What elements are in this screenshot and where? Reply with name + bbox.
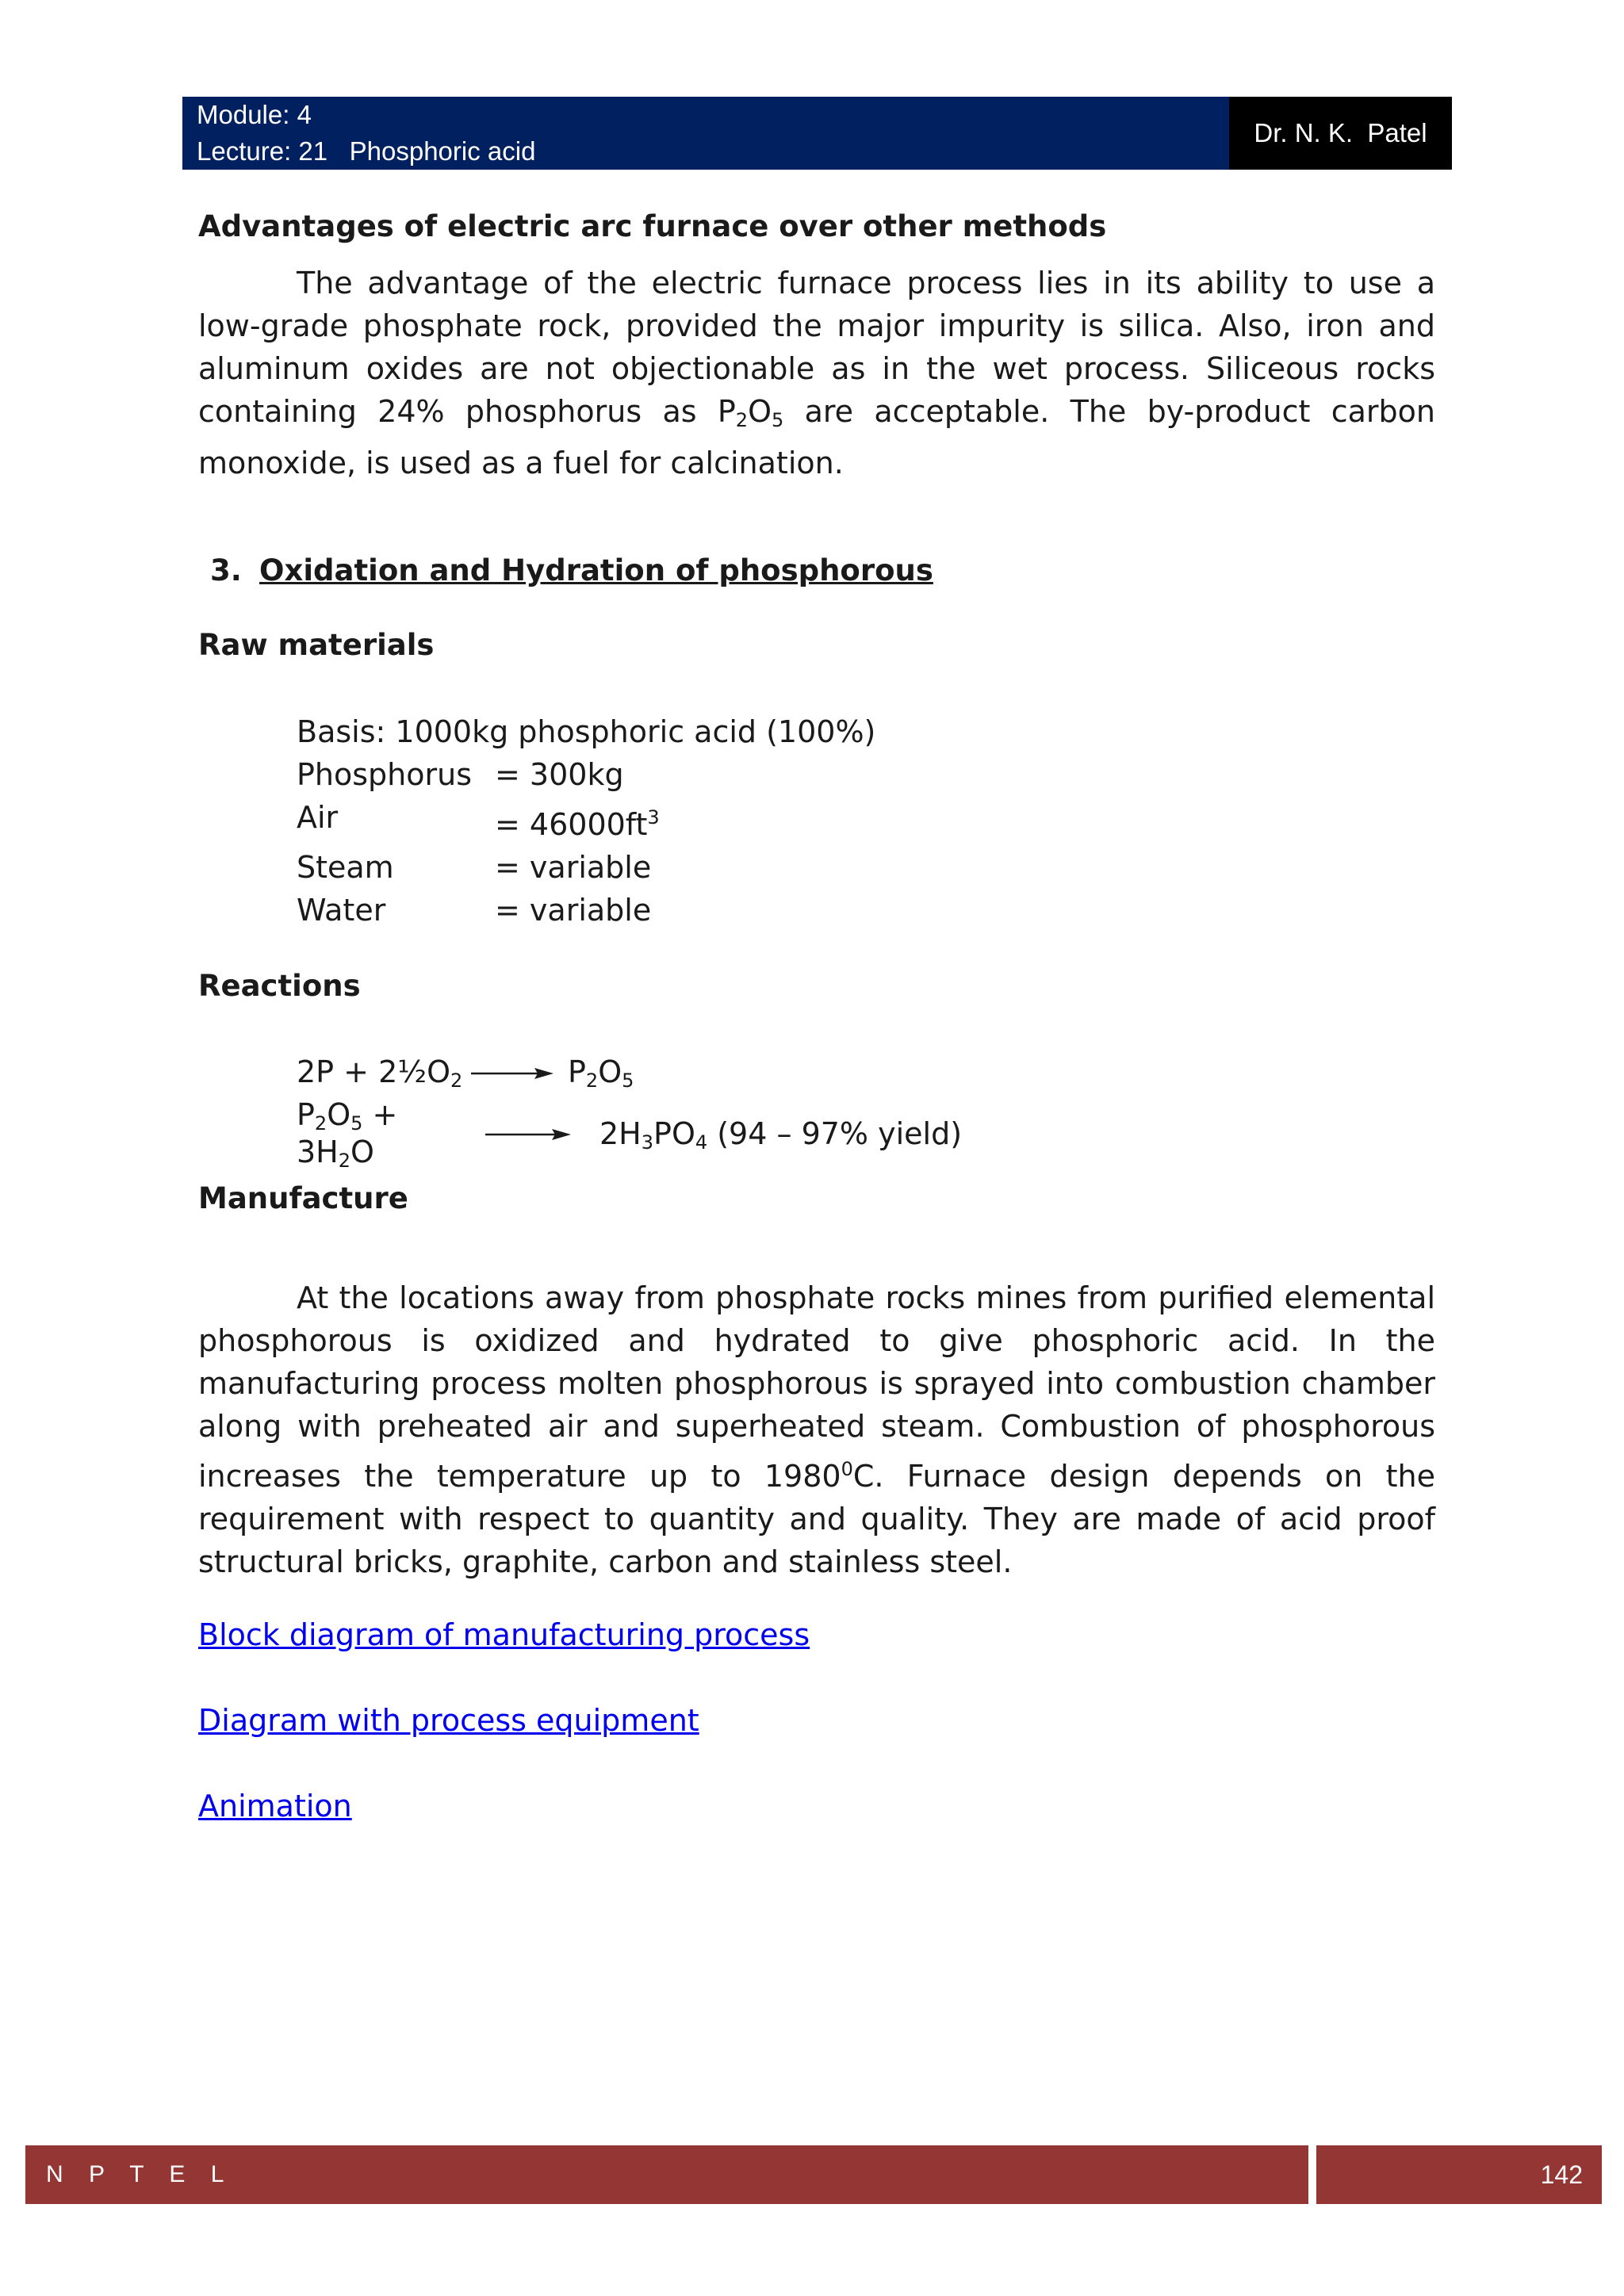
advantages-paragraph: The advantage of the electric furnace process lies in its ability to use a low-grade phosphate rock, provided the major impurity is silica. Also, iron and aluminum oxides are not objectionable as in the wet process. Siliceous rocks containing 24% phosphorus as $P_2O_5$ are acceptable. The by-product carbon monoxide, is used as a fuel for calcination. — [198, 266, 1435, 480]
manufacture-paragraph: At the locations away from phosphate rocks mines from purified elemental phosphorous is oxidized and hydrated to give phosphoric acid. In the manufacturing process molten phosphorous is sprayed into combustion chamber along with preheated air and superheated steam. Combustion of phosphorous increases the temperature up to 1980$^0$C. Furnace design depends on the requirement with respect to quantity and quality. They are made of acid proof structural bricks, graphite, carbon and stainless steel. — [198, 1280, 1435, 1579]
block-diagram-link[interactable]: Block diagram of manufacturing process — [198, 1617, 810, 1652]
section-3-title: 3. Oxidation and Hydration of phosphorous — [210, 553, 933, 587]
page-number: 142 — [1316, 2145, 1602, 2204]
reactions-heading: Reactions — [198, 969, 361, 1003]
raw-materials-heading: Raw materials — [198, 628, 435, 662]
equipment-diagram-link[interactable]: Diagram with process equipment — [198, 1703, 699, 1738]
list-item: Phosphorus = 300kg — [297, 757, 624, 792]
raw-materials-list — [297, 710, 875, 932]
module-label: Module: 4 — [197, 100, 312, 129]
list-item: Steam = variable — [297, 850, 652, 885]
list-item: Water = variable — [297, 893, 652, 928]
footer-nptel-label: N P T E L — [25, 2145, 1308, 2204]
right-arrow-icon — [484, 1127, 573, 1142]
animation-link[interactable]: Animation — [198, 1789, 352, 1823]
right-arrow-icon — [469, 1066, 555, 1081]
basis-line: Basis: 1000kg phosphoric acid (100%) — [297, 714, 876, 749]
reaction-1: $2P + 2\frac{1}{2}O_2$ $P_2O_5$ — [297, 1054, 634, 1092]
reaction-2: $P_2O_5 + 3H_2O$ $2H_3PO_4$ (94 – 97% yield) — [297, 1097, 963, 1172]
author-label: Dr. N. K. Patel — [1229, 97, 1452, 170]
advantages-heading: Advantages of electric arc furnace over other methods — [198, 209, 1107, 243]
list-item: Air = $46000ft^3$ — [297, 800, 660, 842]
manufacture-heading: Manufacture — [198, 1181, 408, 1215]
header-module-lecture — [182, 97, 1229, 170]
lecture-label: Lecture: 21 Phosphoric acid — [197, 136, 536, 166]
